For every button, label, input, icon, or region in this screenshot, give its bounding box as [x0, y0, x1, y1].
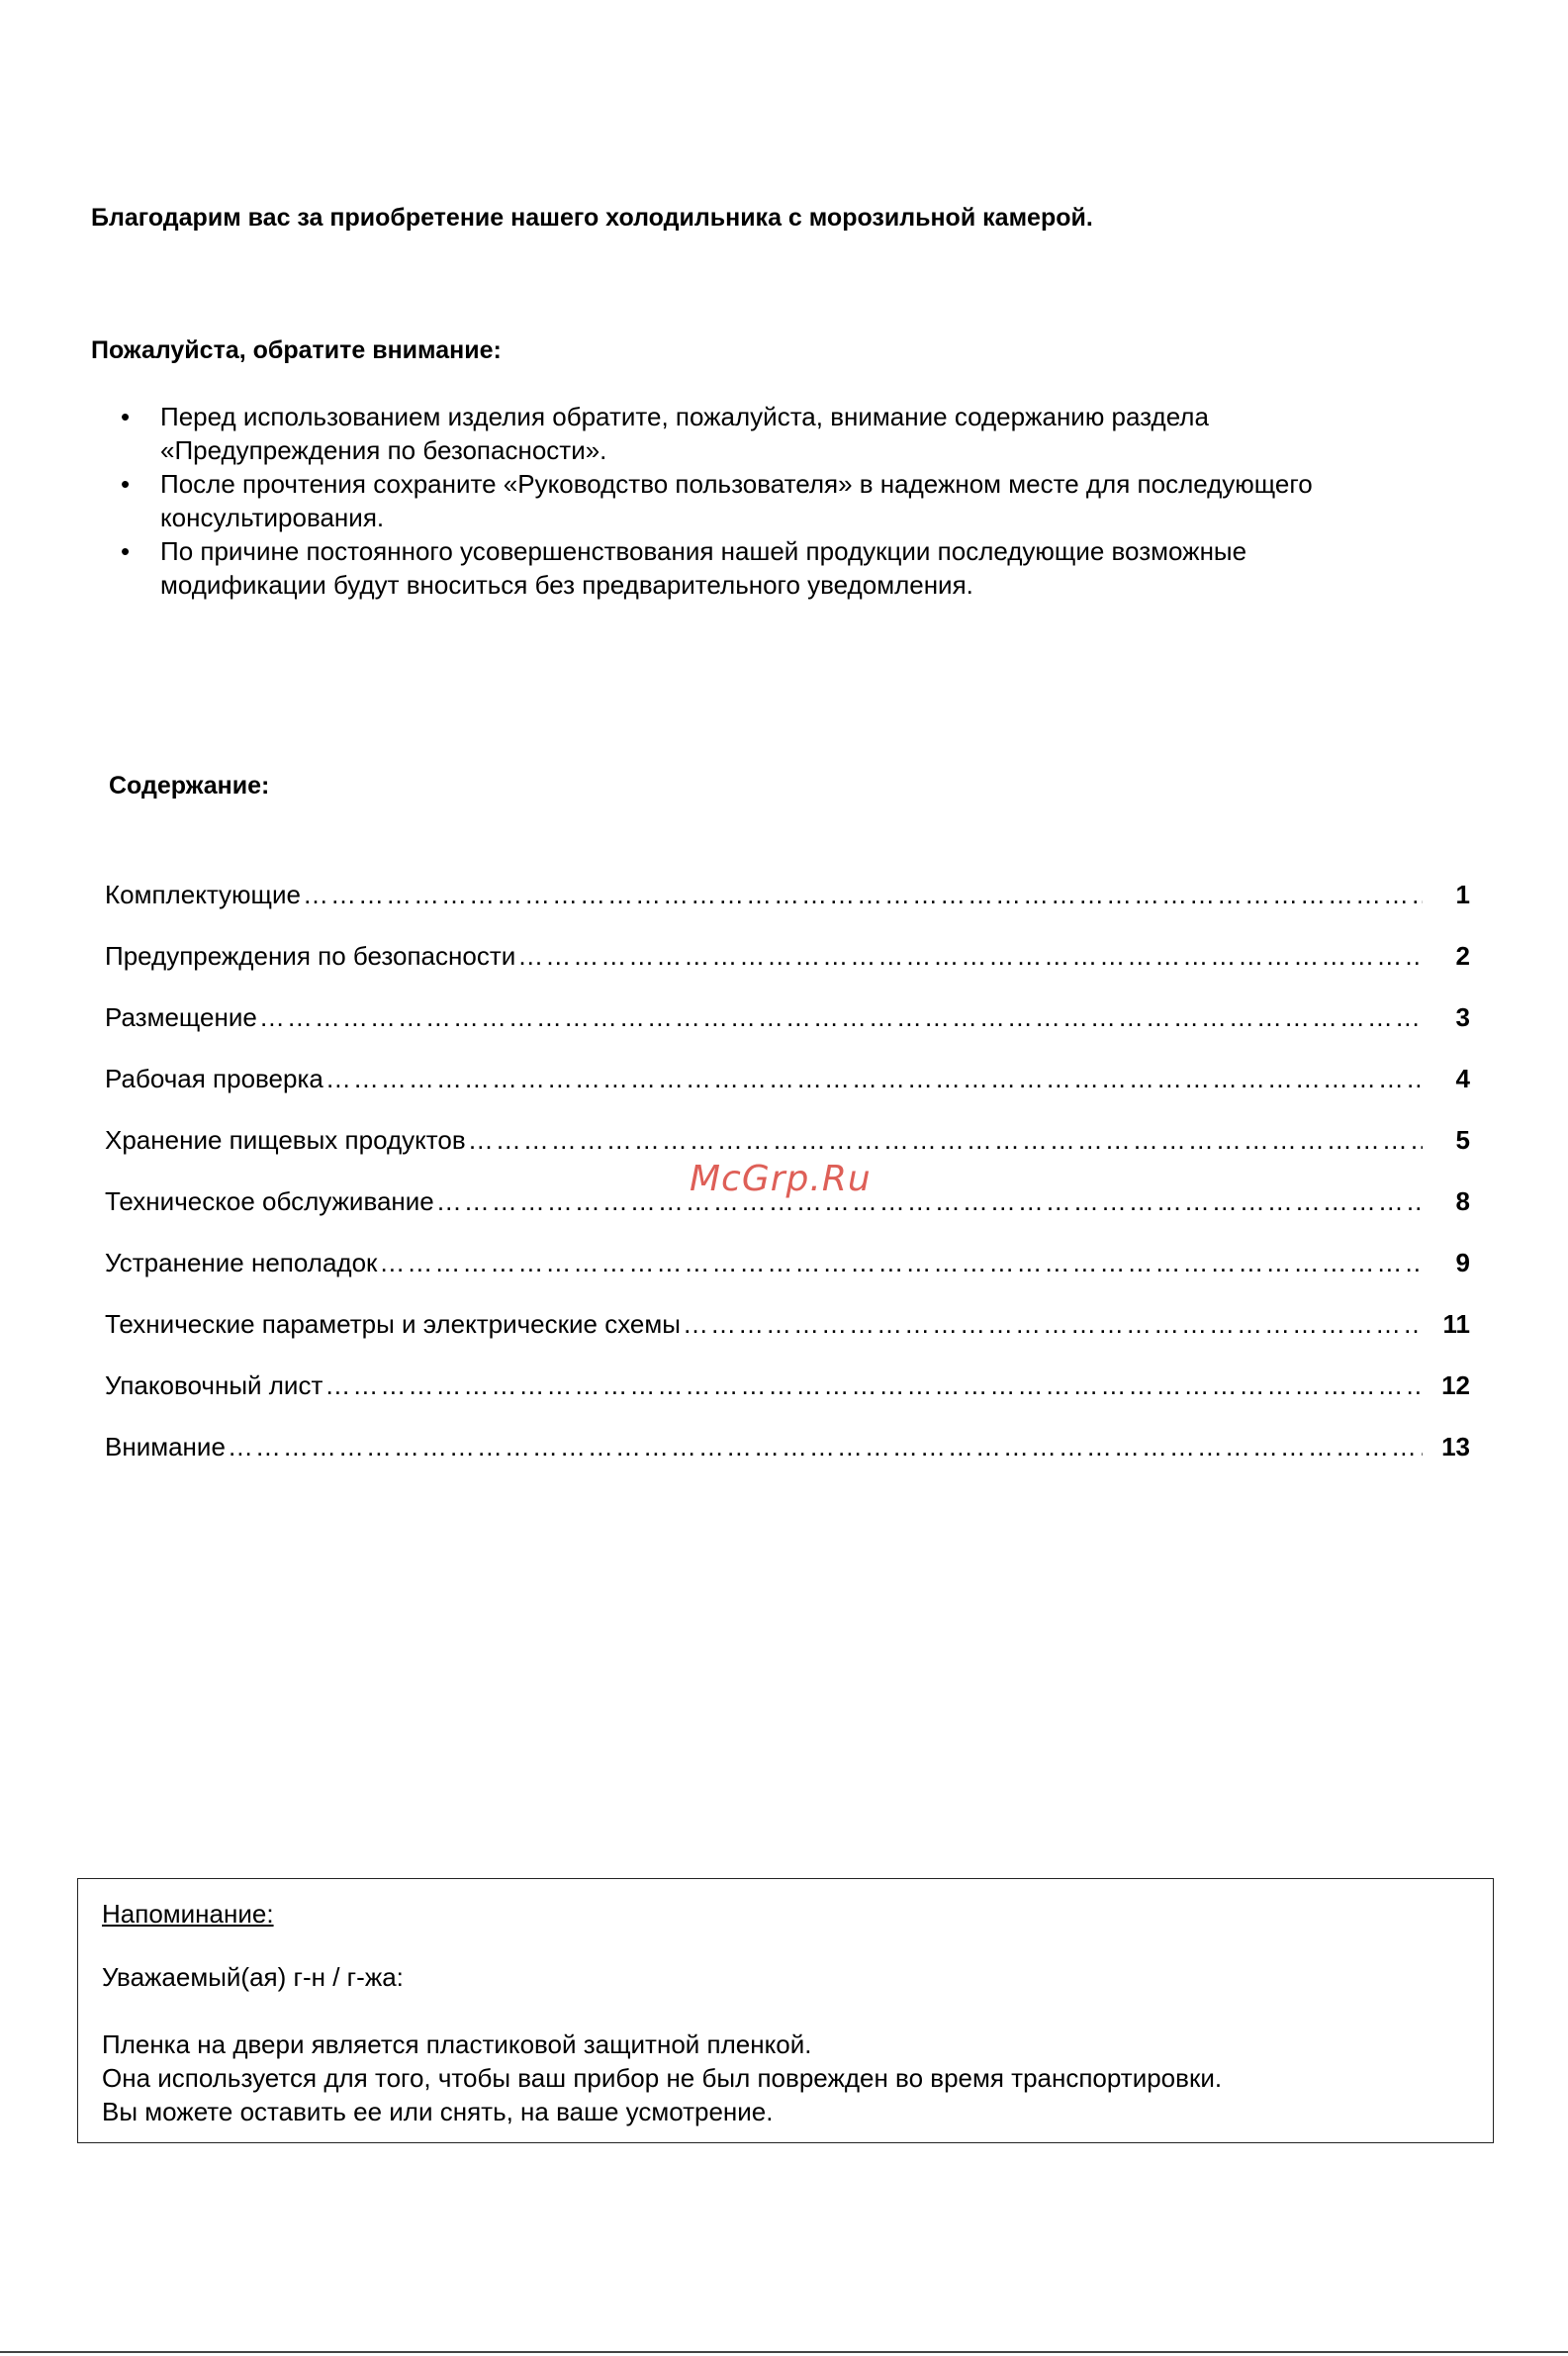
list-item-line: По причине постоянного усовершенствования нашей продукции последующие возможные: [160, 536, 1247, 566]
toc-page-number: 9: [1455, 1248, 1470, 1277]
toc-entry-components[interactable]: [105, 849, 1470, 910]
toc-entry-label: Хранение пищевых продуктов: [105, 1125, 466, 1155]
toc-leader-dots: [517, 940, 1423, 972]
toc-entry-label: Технические параметры и электрические схемы: [105, 1309, 681, 1339]
toc-leader-dots: [436, 1185, 1423, 1217]
list-item-line: «Предупреждения по безопасности».: [160, 435, 607, 465]
reminder-title: Напоминание:: [102, 1899, 274, 1929]
bullet-icon: •: [121, 536, 131, 566]
thanks-heading: Благодарим вас за приобретение нашего холодильника с морозильной камерой.: [91, 204, 1093, 232]
reminder-line: Пленка на двери является пластиковой защитной пленкой.: [102, 2029, 812, 2059]
toc-leader-dots: [468, 1124, 1423, 1156]
toc-page-number: 8: [1455, 1186, 1470, 1216]
toc-entry-attention[interactable]: [105, 1401, 1470, 1462]
toc-entry-placement[interactable]: [105, 972, 1470, 1033]
reminder-line: Она используется для того, чтобы ваш прибор не был поврежден во время транспортировки.: [102, 2063, 1223, 2093]
toc-entry-label: Комплектующие: [105, 880, 301, 909]
toc-entry-safety[interactable]: [105, 910, 1470, 972]
reminder-body: [102, 2027, 1222, 2128]
toc-entry-label: Внимание: [105, 1432, 226, 1461]
toc-entry-packing-list[interactable]: [105, 1340, 1470, 1401]
toc-leader-dots: [324, 1369, 1423, 1401]
toc-leader-dots: [228, 1431, 1423, 1462]
reminder-greeting: Уважаемый(ая) г-н / г-жа:: [102, 1962, 404, 1992]
notice-heading: Пожалуйста, обратите внимание:: [91, 336, 502, 364]
toc-entry-label: Упаковочный лист: [105, 1370, 323, 1400]
watermark: McGrp.Ru: [690, 1159, 872, 1199]
page-bottom-divider: [0, 2351, 1568, 2353]
toc-page-number: 5: [1455, 1125, 1470, 1155]
toc-entry-label: Размещение: [105, 1002, 257, 1032]
toc-leader-dots: [379, 1247, 1423, 1278]
notice-list: [117, 400, 1482, 602]
toc-page-number: 11: [1442, 1309, 1470, 1339]
list-item: [117, 400, 1482, 467]
toc-leader-dots: [259, 1001, 1423, 1033]
toc-entry-label: Рабочая проверка: [105, 1064, 323, 1093]
bullet-icon: •: [121, 469, 131, 499]
toc-page-number: 13: [1441, 1432, 1470, 1461]
toc-page-number: 1: [1455, 880, 1470, 909]
toc-page-number: 2: [1455, 941, 1470, 971]
list-item: [117, 534, 1482, 602]
list-item-line: консультирования.: [160, 503, 385, 532]
toc-leader-dots: [325, 1063, 1423, 1094]
toc-entry-label: Устранение неполадок: [105, 1248, 378, 1277]
toc-page-number: 12: [1441, 1370, 1470, 1400]
toc-entry-specs[interactable]: [105, 1278, 1470, 1340]
list-item-line: модификации будут вноситься без предварительного уведомления.: [160, 570, 973, 600]
list-item-line: Перед использованием изделия обратите, пожалуйста, внимание содержанию раздела: [160, 402, 1209, 431]
bullet-icon: •: [121, 402, 131, 431]
table-of-contents: [105, 849, 1470, 1462]
reminder-line: Вы можете оставить ее или снять, на ваше усмотрение.: [102, 2097, 774, 2126]
toc-page-number: 3: [1455, 1002, 1470, 1032]
toc-leader-dots: [683, 1308, 1423, 1340]
toc-page-number: 4: [1455, 1064, 1470, 1093]
toc-leader-dots: [303, 879, 1423, 910]
toc-entry-troubleshooting[interactable]: [105, 1217, 1470, 1278]
toc-entry-check[interactable]: [105, 1033, 1470, 1094]
toc-entry-food-storage[interactable]: [105, 1094, 1470, 1156]
toc-title: Содержание:: [109, 772, 270, 800]
reminder-box: [77, 1878, 1494, 2143]
toc-entry-label: Техническое обслуживание: [105, 1186, 434, 1216]
list-item: [117, 467, 1482, 534]
list-item-line: После прочтения сохраните «Руководство пользователя» в надежном месте для последующего: [160, 469, 1313, 499]
toc-entry-label: Предупреждения по безопасности: [105, 941, 516, 971]
